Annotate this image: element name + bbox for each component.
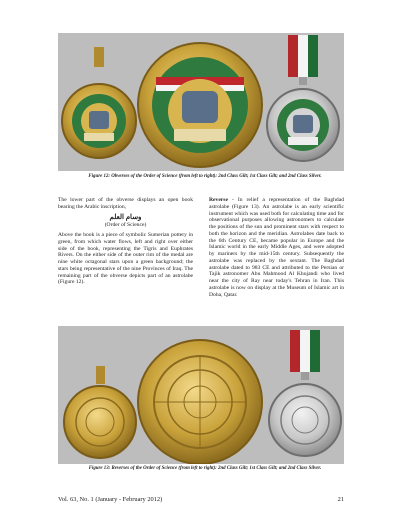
figure-13-photo — [58, 326, 344, 464]
medal-2nd-class-gilt-obverse — [62, 47, 136, 158]
inscription-translation: (Order of Science) — [104, 222, 147, 229]
obverse-intro-paragraph: The lower part of the obverse displays an open book bearing the Arabic inscription, — [58, 197, 193, 210]
right-column — [209, 197, 344, 301]
medal-2nd-class-silver-obverse — [267, 35, 339, 161]
arabic-inscription: وسام العلم — [109, 212, 142, 221]
reverse-text: - In relief a representation of the Baghdad astrolabe (Figure 13). An astrolabe is an early scientific instrument which was used both for calculating time and for observational purposes allowing astronomers to calculate the positions of the sun and prominent stars with respect to both the horizon and the meridian. Astrolabes date back to the 6th Century CE, became popular in Europe and the Islamic world in the early Middle Ages, and were adopted by mariners by the mid-15th century. Subsequently the astrolabe was replaced by the sextant. The Baghdad astrolabe dated to 983 CE and attributed to the Persian or Tajik astronomer Abu Mahmood Al Khujandi who lived near the city of Ray near today's Tehran in Iran. This astrolabe is now on display at the Museum of Islamic art in Doha, Qatar. — [209, 197, 344, 298]
obverse-medals-image — [58, 33, 344, 171]
left-column — [58, 197, 193, 289]
figure-12-caption: Figure 12: Obverses of the Order of Science (from left to right): 2nd Class Gilt; 1st Class Gilt; and 2nd Class Silver. — [88, 174, 322, 179]
figure-13-caption: Figure 13: Reverses of the Order of Science (from left to right): 2nd Class Gilt; 1st Class Gilt; and 2nd Class Silver. — [88, 466, 322, 471]
reverse-paragraph — [209, 197, 344, 298]
page-footer — [58, 496, 344, 503]
medal-2nd-class-silver-reverse — [269, 330, 341, 456]
figure-12-photo — [58, 33, 344, 171]
reverse-heading: Reverse — [209, 197, 228, 203]
medal-2nd-class-gilt-reverse — [64, 366, 136, 458]
issue-info: Vol. 63, No. 1 (January - February 2012) — [58, 496, 163, 503]
page-number: 21 — [337, 496, 344, 503]
reverse-medals-image — [58, 326, 344, 464]
medal-1st-class-gilt-obverse — [138, 43, 262, 167]
medal-1st-class-gilt-reverse — [138, 340, 262, 464]
obverse-description-paragraph: Above the book is a piece of symbolic Sumerian pottery in green, from which water flows, left and right over either side of the book, representing the Tigris and Euphrates Rivers. On the either side of the outer rim of the medal are nine white octagonal stars upon a green background; the stars being representative of the nine Provinces of Iraq. The remaining part of the obverse depicts part of an astrolabe (Figure 12). — [58, 232, 193, 286]
